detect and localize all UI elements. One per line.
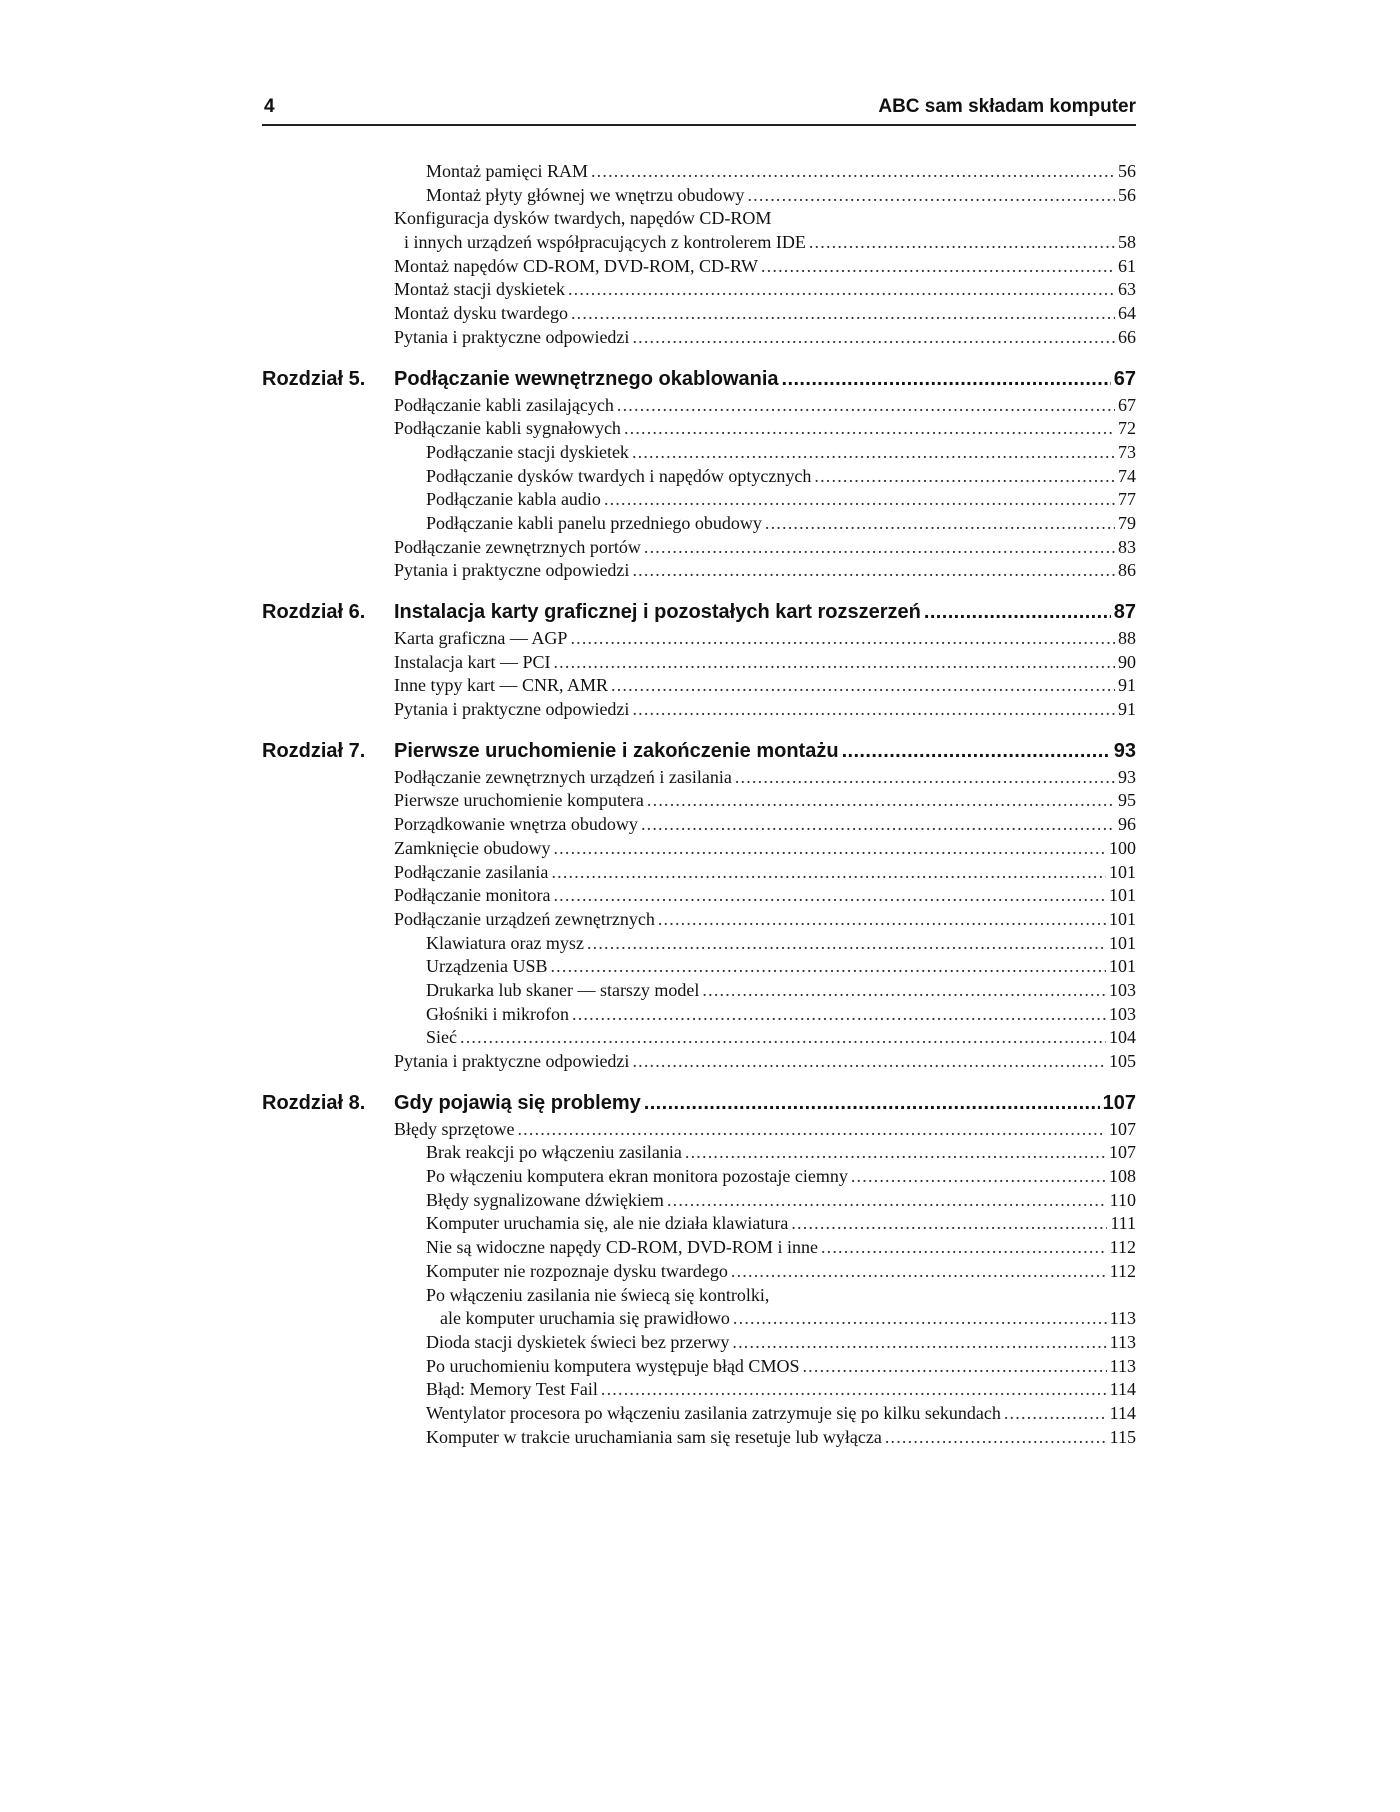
toc-entry <box>262 1189 1136 1213</box>
toc-entry <box>262 1426 1136 1450</box>
toc-entry-title: Montaż napędów CD-ROM, DVD-ROM, CD-RW <box>394 255 758 276</box>
toc-entry-page: 56 <box>1118 161 1136 181</box>
toc-entry-title: Po uruchomieniu komputera występuje błąd CMOS <box>426 1355 800 1376</box>
toc-entry-page: 64 <box>1118 303 1136 324</box>
chapter-heading <box>262 364 1136 394</box>
dot-leader <box>732 1331 1106 1355</box>
toc-entry-title: Podłączanie monitora <box>394 885 551 906</box>
toc-entry <box>262 932 1136 956</box>
dot-leader <box>761 255 1115 279</box>
toc-entry <box>262 1003 1136 1027</box>
toc-entry-title: Sieć <box>426 1027 457 1048</box>
toc-entry-title: Pytania i praktyczne odpowiedzi <box>394 1051 630 1071</box>
dot-leader <box>731 1260 1107 1284</box>
dot-leader <box>570 627 1115 651</box>
toc-entry-title: Montaż pamięci RAM <box>426 161 588 181</box>
toc-entry-page: 67 <box>1118 394 1136 415</box>
toc-entry-title: Podłączanie dysków twardych i napędów optycznych <box>426 465 812 486</box>
dot-leader <box>667 1189 1107 1213</box>
toc-entry-title: Montaż dysku twardego <box>394 303 568 324</box>
chapter-title: Instalacja karty graficznej i pozostałych kart rozszerzeń <box>394 601 921 623</box>
toc-entry <box>262 955 1136 979</box>
chapter-heading <box>262 736 1136 766</box>
chapter-title: Podłączanie wewnętrznego okablowania <box>394 367 779 390</box>
toc-entry-page: 114 <box>1109 1402 1136 1423</box>
header-rule <box>262 124 1136 126</box>
toc-entry <box>262 559 1136 583</box>
toc-entry <box>262 536 1136 560</box>
toc-entry-page: 110 <box>1109 1189 1136 1210</box>
toc-entry-title: Po włączeniu komputera ekran monitora pozostaje ciemny <box>426 1166 848 1187</box>
toc-entry-title: Po włączeniu zasilania nie świecą się kontrolki, <box>426 1284 770 1305</box>
toc-entry-page: 77 <box>1118 489 1136 510</box>
toc-entry-page: 100 <box>1109 837 1136 858</box>
chapter-number: Rozdział 5. <box>262 367 366 390</box>
dot-leader <box>551 861 1106 885</box>
toc-entry <box>262 1331 1136 1355</box>
toc-entry <box>262 1284 1136 1308</box>
dot-leader <box>814 465 1115 489</box>
toc-entry <box>262 417 1136 441</box>
chapter-heading <box>262 597 1136 627</box>
toc-entry-page: 111 <box>1110 1213 1136 1234</box>
toc-entry-page: 101 <box>1109 956 1136 977</box>
dot-leader <box>632 441 1115 465</box>
toc-entry-page: 114 <box>1109 1379 1136 1400</box>
toc-entry-title: Konfiguracja dysków twardych, napędów CD-ROM <box>394 208 772 229</box>
toc-entry <box>262 884 1136 908</box>
dot-leader <box>553 837 1106 861</box>
toc-entry-page: 58 <box>1118 232 1136 253</box>
toc-entry-title: i innych urządzeń współpracujących z kontrolerem IDE <box>404 232 806 253</box>
dot-leader <box>517 1118 1106 1142</box>
dot-leader <box>765 512 1115 536</box>
toc-entry-title: Montaż płyty głównej we wnętrzu obudowy <box>426 184 745 205</box>
toc-entry-page: 88 <box>1118 628 1136 648</box>
toc-entry-title: Wentylator procesora po włączeniu zasilania zatrzymuje się po kilku sekundach <box>426 1402 1001 1423</box>
toc-entry <box>262 1378 1136 1402</box>
dot-leader <box>604 488 1115 512</box>
toc-entry-page: 101 <box>1109 932 1136 953</box>
toc-entry <box>262 465 1136 489</box>
toc-entry-title: Zamknięcie obudowy <box>394 837 551 858</box>
dot-leader <box>553 884 1106 908</box>
toc-entry <box>262 255 1136 279</box>
toc-entry-page: 103 <box>1109 979 1136 1000</box>
toc-entry-title: Nie są widoczne napędy CD-ROM, DVD-ROM i inne <box>426 1237 818 1258</box>
toc-entry-title: Podłączanie zasilania <box>394 861 549 882</box>
toc-entry <box>262 207 1136 231</box>
toc-entry <box>262 861 1136 885</box>
dot-leader <box>460 1026 1106 1050</box>
toc-entry-title: Podłączanie stacji dyskietek <box>426 441 629 462</box>
toc-entry-title: Podłączanie urządzeń zewnętrznych <box>394 908 655 929</box>
chapter-title: Gdy pojawią się problemy <box>394 1091 641 1114</box>
toc-entry-title: Porządkowanie wnętrza obudowy <box>394 814 638 835</box>
toc-entry <box>262 979 1136 1003</box>
dot-leader <box>821 1236 1107 1260</box>
toc-entry <box>262 326 1136 350</box>
chapter-page: 67 <box>1113 367 1136 390</box>
toc-entry <box>262 1307 1136 1331</box>
toc-entry-page: 86 <box>1118 560 1136 581</box>
dot-leader <box>851 1165 1106 1189</box>
running-head <box>262 96 1136 124</box>
toc-entry <box>262 231 1136 255</box>
toc-entry-page: 79 <box>1118 512 1136 533</box>
dot-leader <box>735 766 1115 790</box>
toc-entry-page: 91 <box>1118 699 1136 720</box>
toc-entry-title: Brak reakcji po włączeniu zasilania <box>426 1142 682 1163</box>
toc-entry-page: 91 <box>1118 675 1136 696</box>
dot-leader <box>632 326 1115 350</box>
dot-leader <box>647 789 1115 813</box>
dot-leader <box>842 736 1111 766</box>
dot-leader <box>791 1212 1107 1236</box>
dot-leader <box>591 160 1115 184</box>
dot-leader <box>601 1378 1107 1402</box>
toc-entry-title: Podłączanie kabla audio <box>426 489 601 510</box>
toc-entry-page: 104 <box>1109 1027 1136 1048</box>
toc-entry-page: 95 <box>1118 790 1136 811</box>
dot-leader <box>617 394 1115 418</box>
toc-entry-title: Pytania i praktyczne odpowiedzi <box>394 560 630 581</box>
dot-leader <box>553 651 1115 675</box>
toc-entry <box>262 488 1136 512</box>
toc-entry-title: Podłączanie kabli sygnałowych <box>394 418 621 439</box>
table-of-contents <box>262 160 1136 1449</box>
toc-entry <box>262 441 1136 465</box>
toc-entry-page: 73 <box>1118 441 1136 462</box>
dot-leader <box>885 1426 1107 1450</box>
toc-entry-title: Karta graficzna — AGP <box>394 628 568 648</box>
dot-leader <box>733 1307 1107 1331</box>
toc-entry-title: Komputer nie rozpoznaje dysku twardego <box>426 1260 728 1281</box>
toc-entry <box>262 766 1136 790</box>
dot-leader <box>747 184 1115 208</box>
toc-entry <box>262 160 1136 184</box>
toc-entry-page: 61 <box>1118 255 1136 276</box>
toc-entry <box>262 698 1136 722</box>
toc-entry-page: 101 <box>1109 908 1136 929</box>
toc-entry <box>262 908 1136 932</box>
toc-entry-title: ale komputer uruchamia się prawidłowo <box>440 1308 730 1329</box>
chapter-page: 87 <box>1113 601 1136 623</box>
toc-entry <box>262 1355 1136 1379</box>
toc-entry-page: 90 <box>1118 651 1136 672</box>
toc-entry <box>262 1402 1136 1426</box>
toc-entry <box>262 651 1136 675</box>
dot-leader <box>572 1003 1106 1027</box>
toc-entry-title: Urządzenia USB <box>426 956 548 977</box>
dot-leader <box>782 364 1111 394</box>
dot-leader <box>611 674 1115 698</box>
chapter-title: Pierwsze uruchomienie i zakończenie montażu <box>394 739 839 762</box>
toc-entry <box>262 837 1136 861</box>
toc-entry <box>262 1165 1136 1189</box>
toc-entry-title: Podłączanie zewnętrznych portów <box>394 536 641 557</box>
toc-entry-page: 112 <box>1109 1237 1136 1258</box>
toc-entry-page: 72 <box>1118 418 1136 439</box>
toc-entry-title: Pierwsze uruchomienie komputera <box>394 790 644 811</box>
dot-leader <box>685 1141 1106 1165</box>
page-number: 4 <box>264 96 275 117</box>
chapter-number: Rozdział 8. <box>262 1091 366 1114</box>
toc-entry <box>262 1026 1136 1050</box>
toc-entry-page: 113 <box>1109 1331 1136 1352</box>
dot-leader <box>644 1088 1100 1118</box>
toc-entry-page: 105 <box>1109 1051 1136 1071</box>
toc-entry-page: 103 <box>1109 1003 1136 1024</box>
dot-leader <box>641 813 1115 837</box>
toc-entry <box>262 1141 1136 1165</box>
dot-leader <box>632 559 1115 583</box>
chapter-number: Rozdział 6. <box>262 601 366 623</box>
toc-entry-title: Komputer w trakcie uruchamiania sam się resetuje lub wyłącza <box>426 1426 882 1447</box>
toc-entry <box>262 512 1136 536</box>
toc-entry-page: 113 <box>1109 1308 1136 1329</box>
toc-entry-page: 101 <box>1109 861 1136 882</box>
toc-entry <box>262 278 1136 302</box>
toc-entry-page: 113 <box>1109 1355 1136 1376</box>
toc-entry-page: 63 <box>1118 279 1136 300</box>
toc-entry-page: 83 <box>1118 536 1136 557</box>
toc-entry <box>262 1118 1136 1142</box>
toc-entry <box>262 674 1136 698</box>
toc-entry-page: 74 <box>1118 465 1136 486</box>
toc-entry-title: Instalacja kart — PCI <box>394 651 551 672</box>
toc-entry-title: Komputer uruchamia się, ale nie działa klawiatura <box>426 1213 789 1234</box>
toc-entry-page: 108 <box>1109 1166 1136 1187</box>
dot-leader <box>568 278 1115 302</box>
toc-entry-title: Błędy sygnalizowane dźwiękiem <box>426 1189 664 1210</box>
dot-leader <box>809 231 1115 255</box>
dot-leader <box>802 1355 1106 1379</box>
toc-entry <box>262 394 1136 418</box>
toc-entry-page: 93 <box>1118 766 1136 787</box>
toc-entry <box>262 302 1136 326</box>
dot-leader <box>571 302 1115 326</box>
chapter-heading <box>262 1088 1136 1118</box>
toc-entry-title: Pytania i praktyczne odpowiedzi <box>394 699 630 720</box>
toc-entry-title: Pytania i praktyczne odpowiedzi <box>394 326 630 347</box>
toc-entry <box>262 1236 1136 1260</box>
chapter-page: 93 <box>1113 739 1136 762</box>
toc-entry-title: Podłączanie kabli zasilających <box>394 394 614 415</box>
dot-leader <box>644 536 1115 560</box>
toc-entry <box>262 1260 1136 1284</box>
dot-leader <box>1004 1402 1107 1426</box>
toc-entry <box>262 1212 1136 1236</box>
toc-entry <box>262 627 1136 651</box>
toc-entry-page: 112 <box>1109 1260 1136 1281</box>
toc-entry-title: Podłączanie kabli panelu przedniego obudowy <box>426 512 762 533</box>
toc-entry-title: Błędy sprzętowe <box>394 1118 515 1139</box>
toc-entry-title: Klawiatura oraz mysz <box>426 932 584 953</box>
book-title: ABC sam składam komputer <box>878 96 1136 117</box>
dot-leader <box>550 955 1106 979</box>
toc-entry-page: 107 <box>1109 1142 1136 1163</box>
toc-entry-page: 56 <box>1118 184 1136 205</box>
toc-entry-title: Inne typy kart — CNR, AMR <box>394 675 608 696</box>
toc-entry <box>262 184 1136 208</box>
toc-entry-page: 107 <box>1109 1118 1136 1139</box>
dot-leader <box>702 979 1106 1003</box>
dot-leader <box>632 698 1115 722</box>
toc-entry <box>262 1050 1136 1074</box>
toc-entry <box>262 813 1136 837</box>
toc-entry-title: Głośniki i mikrofon <box>426 1003 569 1024</box>
dot-leader <box>587 932 1106 956</box>
toc-entry-title: Podłączanie zewnętrznych urządzeń i zasilania <box>394 766 732 787</box>
toc-entry-page: 101 <box>1109 885 1136 906</box>
toc-entry <box>262 789 1136 813</box>
dot-leader <box>632 1050 1106 1074</box>
dot-leader <box>624 417 1115 441</box>
dot-leader <box>658 908 1106 932</box>
toc-entry-title: Dioda stacji dyskietek świeci bez przerwy <box>426 1331 730 1352</box>
toc-entry-title: Drukarka lub skaner — starszy model <box>426 979 700 1000</box>
dot-leader <box>924 597 1111 627</box>
toc-entry-page: 96 <box>1118 814 1136 835</box>
chapter-number: Rozdział 7. <box>262 739 366 762</box>
toc-entry-page: 115 <box>1109 1426 1136 1447</box>
toc-entry-title: Błąd: Memory Test Fail <box>426 1379 598 1400</box>
toc-entry-page: 66 <box>1118 326 1136 347</box>
toc-entry-title: Montaż stacji dyskietek <box>394 279 565 300</box>
chapter-page: 107 <box>1102 1091 1136 1114</box>
